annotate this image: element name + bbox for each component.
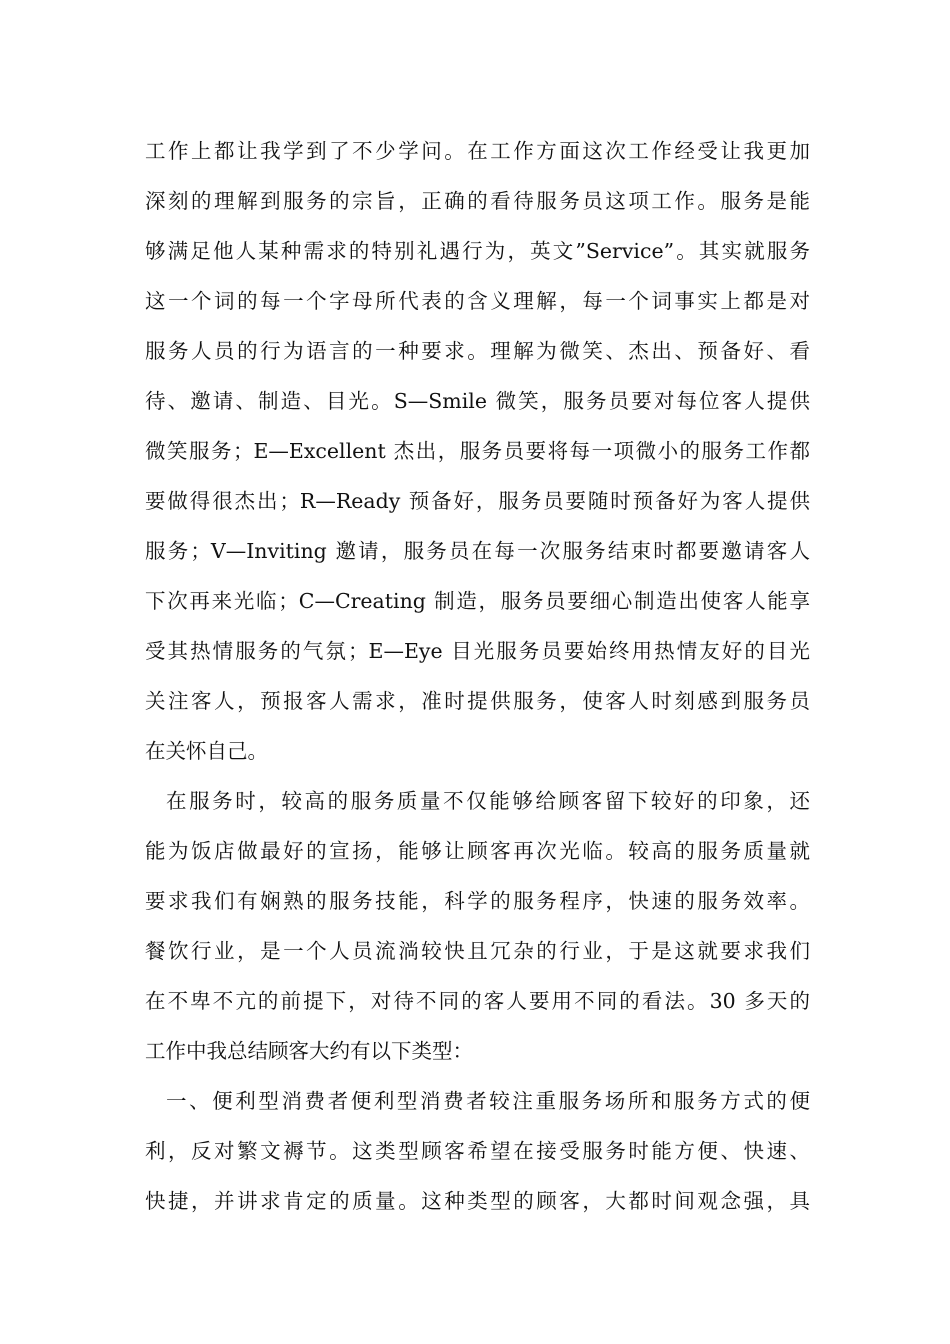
text-line: 够满足他人某种需求的特别礼遇行为，英文”Service”。其实就服务 [145,239,810,263]
text-line: 微笑服务；E—Excellent 杰出，服务员要将每一项微小的服务工作都 [145,439,810,463]
text-line: 要做得很杰出；R—Ready 预备好，服务员要随时预备好为客人提供 [145,489,810,513]
text-line: 服务；V—Inviting 邀请，服务员在每一次服务结束时都要邀请客人 [145,539,810,563]
text-line: 在服务时，较高的服务质量不仅能够给顾客留下较好的印象，还 [166,789,810,813]
text-line: 待、邀请、制造、目光。S—Smile 微笑，服务员要对每位客人提供 [145,389,810,413]
text-line: 餐饮行业，是一个人员流淌较快且冗杂的行业，于是这就要求我们 [145,939,810,963]
text-line: 在不卑不亢的前提下，对待不同的客人要用不同的看法。30 多天的 [145,989,810,1013]
body-text [145,126,810,1226]
text-line: 关注客人，预报客人需求，准时提供服务，使客人时刻感到服务员 [145,689,810,713]
text-line: 深刻的理解到服务的宗旨，正确的看待服务员这项工作。服务是能 [145,189,810,213]
text-line: 受其热情服务的气氛；E—Eye 目光服务员要始终用热情友好的目光 [145,639,810,663]
text-line: 服务人员的行为语言的一种要求。理解为微笑、杰出、预备好、看 [145,339,810,363]
text-line: 快捷，并讲求肯定的质量。这种类型的顾客，大都时间观念强，具 [145,1189,810,1213]
text-line: 工作中我总结顾客大约有以下类型： [145,1039,473,1063]
text-line: 工作上都让我学到了不少学问。在工作方面这次工作经受让我更加 [145,139,810,163]
text-line: 这一个词的每一个字母所代表的含义理解，每一个词事实上都是对 [145,289,810,313]
text-line: 利，反对繁文褥节。这类型顾客希望在接受服务时能方便、快速、 [145,1139,810,1163]
text-line: 一、便利型消费者便利型消费者较注重服务场所和服务方式的便 [166,1089,810,1113]
text-line: 能为饭店做最好的宣扬，能够让顾客再次光临。较高的服务质量就 [145,839,810,863]
text-line: 在关怀自己。 [145,739,268,763]
text-line: 下次再来光临；C—Creating 制造，服务员要细心制造出使客人能享 [145,589,810,613]
text-line: 要求我们有娴熟的服务技能，科学的服务程序，快速的服务效率。 [145,889,810,913]
